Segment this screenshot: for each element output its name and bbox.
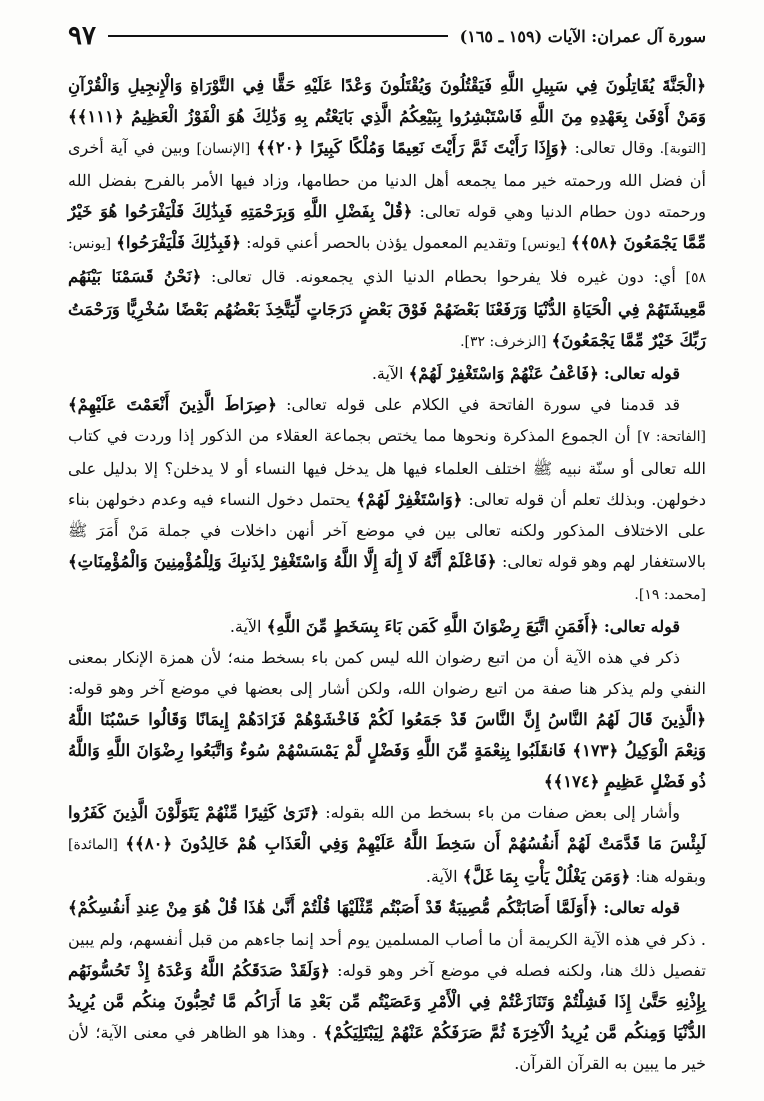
- quran-verse: ﴿وَلَقَدْ صَدَقَكُمُ اللَّهُ وَعْدَهُ إِذْ تَحُسُّونَهُم بِإِذْنِهِ حَتَّىٰ إِذَا فَشِلْتُمْ وَتَنَازَعْتُمْ فِي الْأَمْرِ وَعَصَيْتُم مِّن بَعْدِ مَا أَرَاكُم مَّا تُحِبُّونَ مِنكُم مَّن يُرِيدُ الدُّنْيَا وَمِنكُم مَّن يُرِيدُ الْآخِرَةَ ثُمَّ صَرَفَكُمْ عَنْهُمْ لِيَبْتَلِيَكُمْ﴾: [68, 960, 706, 1042]
- body-text: وقال تعالى:: [574, 138, 654, 158]
- quran-verse: ﴿تَرَىٰ كَثِيرًا مِّنْهُمْ يَتَوَلَّوْنَ الَّذِينَ كَفَرُوا لَبِئْسَ مَا قَدَّمَتْ لَهُمْ أَنفُسُهُمْ أَن سَخِطَ اللَّهُ عَلَيْهِمْ وَفِي الْعَذَابِ هُمْ خَالِدُونَ ﴿٨٠﴾﴾: [68, 803, 706, 854]
- running-title: سورة آل عمران: الآيات (١٥٩ ـ ١٦٥): [459, 26, 706, 46]
- quran-verse: ﴿وَاسْتَغْفِرْ لَهُمْ﴾: [356, 490, 463, 510]
- verse-reference: [الإنسان]: [196, 141, 251, 158]
- body-text: وتقديم المعمول يؤذن بالحصر أعني قوله:: [246, 233, 517, 253]
- quran-verse: ﴿وَإِذَا رَأَيْتَ ثَمَّ رَأَيْتَ نَعِيمًا وَمُلْكًا كَبِيرًا ﴿٢٠﴾﴾: [256, 138, 569, 158]
- page-body: [68, 70, 706, 1079]
- paragraph-4: [68, 611, 706, 642]
- verse-reference: [الفاتحة: ٧]: [637, 429, 706, 446]
- paragraph-2: [68, 358, 706, 389]
- body-text: . ذكر في هذه الآية الكريمة أن ما أصاب المسلمين يوم أحد إنما جاءهم من قبل أنفسهم، ولم يبين تفصيل ذلك هنا، ولكنه فصله في موضع آخر وهو قوله:: [68, 929, 707, 980]
- body-text: . وهذا هو الظاهر في معنى الآية؛ لأن خير ما يبين به القرآن القرآن.: [68, 1022, 706, 1073]
- verse-reference: [يونس: ٥٨]: [68, 236, 706, 286]
- body-text: الآية.: [229, 616, 262, 636]
- section-lead: قوله تعالى:: [603, 898, 681, 918]
- section-lead: قوله تعالى:: [603, 616, 680, 636]
- quran-verse: ﴿نَحْنُ قَسَمْنَا بَيْنَهُم مَّعِيشَتَهُمْ فِي الْحَيَاةِ الدُّنْيَا وَرَفَعْنَا بَعْضَهُمْ فَوْقَ بَعْضٍ دَرَجَاتٍ لِّيَتَّخِذَ بَعْضُهُم بَعْضًا سُخْرِيًّا وَرَحْمَتُ رَبِّكَ خَيْرٌ مِّمَّا يَجْمَعُونَ﴾: [68, 266, 706, 350]
- quran-verse: ﴿وَمَن يَغْلُلْ يَأْتِ بِمَا غَلَّ﴾: [462, 867, 631, 887]
- quran-verse: ﴿قُلْ بِفَضْلِ اللَّهِ وَبِرَحْمَتِهِ فَبِذَٰلِكَ فَلْيَفْرَحُوا هُوَ خَيْرٌ مِّمَّا يَجْمَعُونَ ﴿٥٨﴾﴾: [68, 202, 706, 253]
- paragraph-7: [68, 892, 706, 1079]
- verse-reference: [يونس]: [521, 236, 566, 253]
- verse-reference: [محمد: ١٩].: [634, 586, 706, 603]
- quran-verse: ﴿الْجَنَّةَ يُقَاتِلُونَ فِي سَبِيلِ اللَّهِ فَيَقْتُلُونَ وَيُقْتَلُونَ وَعْدًا عَلَيْهِ حَقًّا فِي التَّوْرَاةِ وَالْإِنجِيلِ وَالْقُرْآنِ وَمَنْ أَوْفَىٰ بِعَهْدِهِ مِنَ اللَّهِ فَاسْتَبْشِرُوا بِبَيْعِكُمُ الَّذِي بَايَعْتُم بِهِ وَذَٰلِكَ هُوَ الْفَوْزُ الْعَظِيمُ ﴿١١١﴾﴾: [68, 76, 706, 127]
- body-text: وبين في آية أخرى أن فضل الله ورحمته خير مما يجمعه أهل الدنيا من حطامها، وزاد فيها الأمر بالفرح بفضل الله ورحمته دون حطام الدنيا وهي قوله تعالى:: [68, 138, 706, 222]
- quran-verse: ﴿فَاعْلَمْ أَنَّهُ لَا إِلَٰهَ إِلَّا اللَّهُ وَاسْتَغْفِرْ لِذَنبِكَ وَلِلْمُؤْمِنِينَ وَالْمُؤْمِنَاتِ﴾: [68, 552, 497, 572]
- quran-verse: ﴿فَبِذَٰلِكَ فَلْيَفْرَحُوا﴾: [116, 233, 241, 253]
- header-rule: [108, 35, 448, 37]
- verse-reference: [الزخرف: ٣٢].: [460, 333, 547, 350]
- paragraph-6: [68, 797, 706, 892]
- page-header: [68, 16, 706, 56]
- paragraph-1: [68, 70, 706, 358]
- body-text: أي: دون غيره فلا يفرحوا بحطام الدنيا الذي يجمعونه. قال تعالى:: [211, 266, 676, 286]
- body-text: قد قدمنا في سورة الفاتحة في الكلام على قوله تعالى:: [286, 394, 681, 414]
- quran-verse: ﴿أَوَلَمَّا أَصَابَتْكُم مُّصِيبَةٌ قَدْ أَصَبْتُم مِّثْلَيْهَا قُلْتُمْ أَنَّىٰ هَٰذَا قُلْ هُوَ مِنْ عِندِ أَنفُسِكُمْ﴾: [68, 898, 598, 918]
- quran-verse: ﴿فَاعْفُ عَنْهُمْ وَاسْتَغْفِرْ لَهُمْ﴾: [408, 363, 599, 383]
- body-text: الآية.: [371, 363, 404, 383]
- body-text: وأشار إلى بعض صفات من باء بسخط من الله بقوله:: [325, 803, 680, 823]
- quran-verse: ﴿أَفَمَنِ اتَّبَعَ رِضْوَانَ اللَّهِ كَمَن بَاءَ بِسَخَطٍ مِّنَ اللَّهِ﴾: [266, 616, 599, 636]
- section-lead: قوله تعالى:: [603, 363, 680, 383]
- body-text: ذكر في هذه الآية أن من اتبع رضوان الله ليس كمن باء بسخط منه؛ لأن همزة الإنكار بمعنى النفي ولم يذكر هنا صفة من اتبع رضوان الله، ولكن أشار إلى بعضها في موضع آخر وهو قوله:: [68, 647, 706, 698]
- quran-verse: ﴿صِرَاطَ الَّذِينَ أَنْعَمْتَ عَلَيْهِمْ﴾: [68, 394, 277, 414]
- body-text: وبقوله هنا:: [635, 867, 706, 887]
- body-text: يحتمل دخول النساء فيه وعدم دخولهن بناء على الاختلاف المذكور ولكنه تعالى بين في موضع آخر أنهن داخلات في جملة مَنْ أَمَرَ ﷺ بالاستغفار لهم وهو قوله تعالى:: [68, 490, 706, 572]
- paragraph-5: [68, 642, 706, 797]
- verse-reference: [المائدة]: [68, 837, 119, 854]
- page-number: ٩٧: [68, 21, 96, 51]
- body-text: أن الجموع المذكرة ونحوها مما يختص بجماعة العقلاء من الذكور إذا وردت في كتاب الله تعالى أو سنّة نبيه ﷺ اختلف العلماء فيها هل يدخل فيها النساء أو لا يدخلن؟ إلا بدليل على دخولهن. وبذلك تعلم أن قوله تعالى:: [68, 426, 707, 510]
- verse-reference: [التوبة].: [659, 141, 706, 158]
- paragraph-3: [68, 389, 706, 611]
- body-text: الآية.: [425, 867, 458, 887]
- quran-verse: ﴿الَّذِينَ قَالَ لَهُمُ النَّاسُ إِنَّ النَّاسَ قَدْ جَمَعُوا لَكُمْ فَاخْشَوْهُمْ فَزَادَهُمْ إِيمَانًا وَقَالُوا حَسْبُنَا اللَّهُ وَنِعْمَ الْوَكِيلُ ﴿١٧٣﴾ فَانقَلَبُوا بِنِعْمَةٍ مِّنَ اللَّهِ وَفَضْلٍ لَّمْ يَمْسَسْهُمْ سُوءٌ وَاتَّبَعُوا رِضْوَانَ اللَّهِ وَاللَّهُ ذُو فَضْلٍ عَظِيمٍ ﴿١٧٤﴾﴾: [68, 709, 706, 792]
